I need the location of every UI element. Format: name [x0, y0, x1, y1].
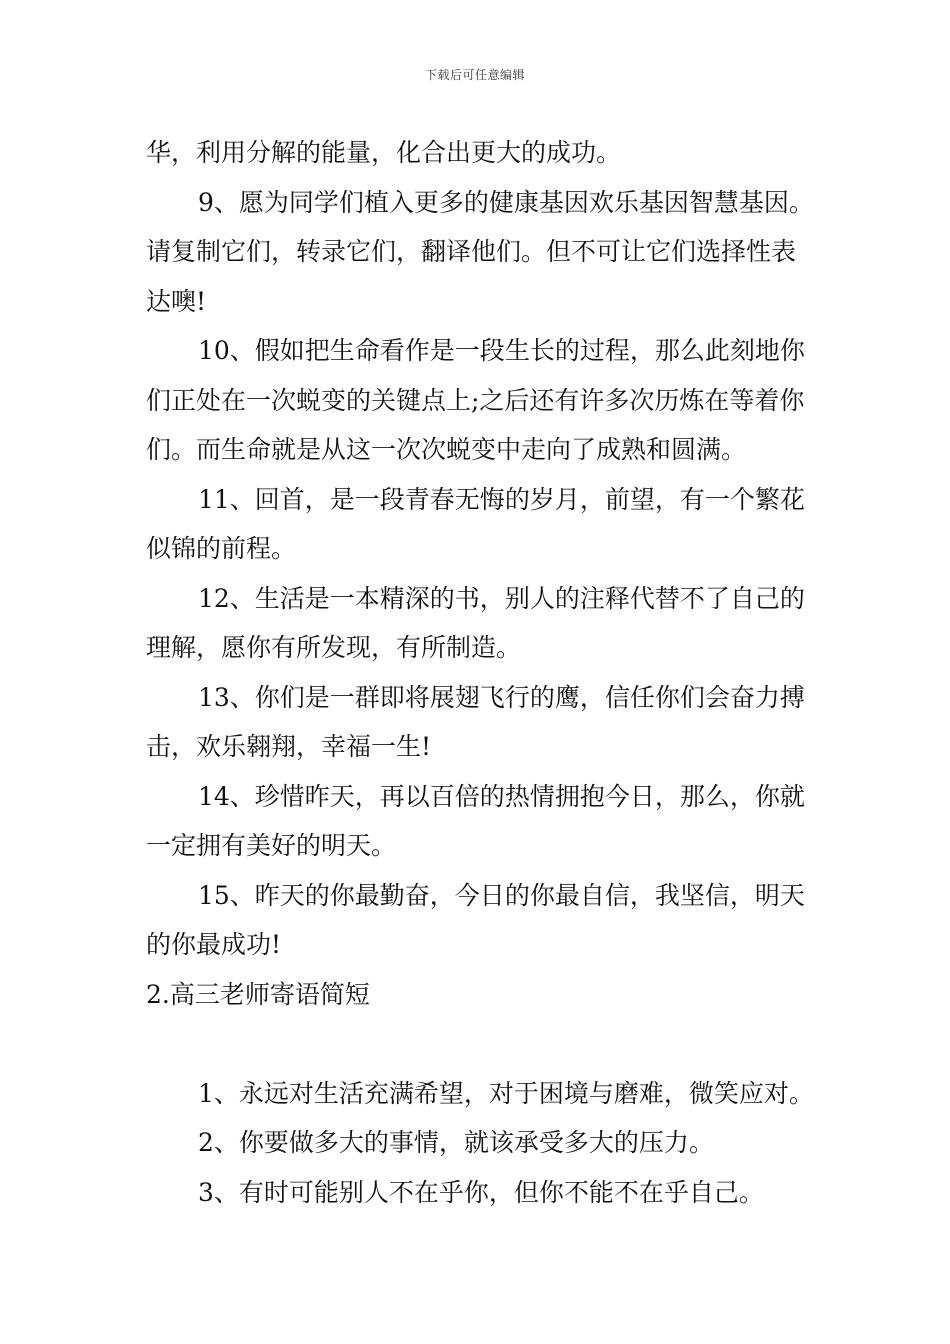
paragraph-item-3: 3、有时可能别人不在乎你，但你不能不在乎自己。: [198, 1177, 764, 1207]
page-header: 下载后可任意编辑: [424, 68, 525, 82]
paragraph-item-15: 15、昨天的你最勤奋，今日的你最自信，我坚信，明天的你最成功!: [146, 880, 805, 959]
paragraph-item-12: 12、生活是一本精深的书，别人的注释代替不了自己的理解，愿你有所发现，有所制造。: [146, 583, 805, 662]
paragraph-item-2: 2、你要做多大的事情，就该承受多大的压力。: [198, 1128, 714, 1157]
paragraph-item-14: 14、珍惜昨天，再以百倍的热情拥抱今日，那么，你就一定拥有美好的明天。: [146, 781, 805, 860]
paragraph-item-1: 1、永远对生活充满希望，对于困境与磨难，微笑应对。: [198, 1078, 814, 1108]
paragraph-item-11: 11、回首，是一段青春无悔的岁月，前望，有一个繁花似锦的前程。: [146, 484, 805, 563]
paragraph-item-10: 10、假如把生命看作是一段生长的过程，那么此刻地你们正处在一次蜕变的关键点上;之后还有许多次历炼在等着你们。而生命就是从这一次次蜕变中走向了成熟和圆满。: [146, 336, 805, 464]
section-heading: 2.高三老师寄语简短: [146, 979, 370, 1009]
document-body: [146, 128, 816, 1217]
paragraph-item-13: 13、你们是一群即将展翅飞行的鹰，信任你们会奋力搏击，欢乐翱翔，幸福一生!: [146, 682, 805, 761]
section-spacer: [146, 1019, 816, 1069]
paragraph-continuation: 华，利用分解的能量，化合出更大的成功。: [146, 138, 622, 167]
paragraph-item-9: 9、愿为同学们植入更多的健康基因欢乐基因智慧基因。请复制它们，转录它们，翻译他们。但不可让它们选择性表达噢!: [146, 187, 814, 316]
